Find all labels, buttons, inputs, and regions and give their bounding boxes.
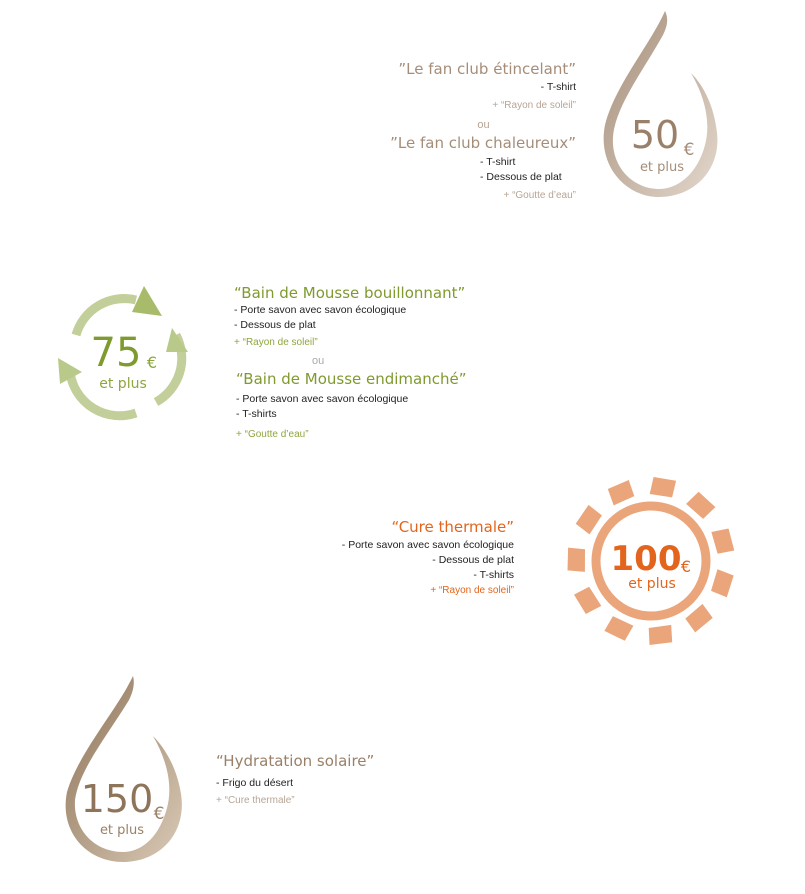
- pack-item: - Dessous de plat: [432, 554, 514, 566]
- sun-ray: [650, 477, 676, 497]
- badge-currency: €: [683, 140, 695, 160]
- sun-ray: [711, 569, 734, 597]
- badge-amount: 50: [630, 113, 680, 157]
- badge-amount: 75: [90, 330, 142, 376]
- sun-ray: [649, 625, 673, 645]
- pack-item: - Frigo du désert: [216, 777, 294, 789]
- sun-ray: [604, 616, 633, 641]
- separator-ou: ou: [312, 355, 325, 367]
- badge-suffix: et plus: [628, 576, 676, 592]
- pack-title: ”Le fan club étincelant”: [398, 60, 576, 78]
- pack-bonus: + “Rayon de soleil”: [430, 585, 514, 596]
- pack-title: “Hydratation solaire”: [216, 752, 375, 770]
- pack-item: - Porte savon avec savon écologique: [236, 393, 409, 405]
- sun-ray: [686, 492, 715, 519]
- pack-item: - Dessous de plat: [480, 171, 562, 183]
- arrow-head: [132, 286, 162, 316]
- pack-item: - T-shirt: [540, 81, 576, 93]
- drop-badge-50: [595, 5, 725, 205]
- pack-title: “Cure thermale”: [391, 518, 514, 536]
- tier-150-text: [216, 752, 476, 808]
- tier-100-text: [254, 518, 514, 598]
- pack-item: - Dessous de plat: [234, 319, 316, 331]
- sun-ray: [574, 587, 601, 614]
- badge-suffix: et plus: [639, 160, 685, 175]
- drop-badge-150: [55, 670, 195, 870]
- sun-ray: [608, 480, 635, 505]
- pack-item: - Porte savon avec savon écologique: [341, 539, 514, 551]
- recycle-badge-75: [48, 280, 198, 430]
- sun-ray: [576, 505, 602, 535]
- pack-bonus: + “Rayon de soleil”: [492, 100, 576, 111]
- sun-ray: [685, 604, 712, 633]
- pack-item: - T-shirts: [473, 569, 514, 581]
- tier-75-text: [234, 284, 494, 442]
- pack-item: - T-shirts: [236, 408, 277, 420]
- pack-item: - Porte savon avec savon écologique: [234, 304, 407, 316]
- pack-title: ”Le fan club chaleureux”: [390, 134, 576, 152]
- badge-currency: €: [153, 804, 165, 824]
- pack-bonus: + “Cure thermale”: [216, 795, 295, 806]
- badge-suffix: et plus: [99, 376, 147, 392]
- badge-currency: €: [680, 557, 692, 576]
- badge-amount: 150: [80, 777, 154, 821]
- badge-suffix: et plus: [99, 823, 145, 838]
- pack-bonus: + “Goutte d’eau”: [236, 429, 309, 440]
- pack-item: - T-shirt: [480, 156, 516, 168]
- sun-ray: [711, 529, 734, 554]
- tier-50-text: [316, 60, 576, 203]
- separator-ou: ou: [477, 119, 490, 131]
- pack-bonus: + “Rayon de soleil”: [234, 337, 318, 348]
- sun-ray: [568, 548, 586, 572]
- badge-currency: €: [146, 353, 158, 372]
- pack-title: “Bain de Mousse bouillonnant”: [234, 284, 466, 302]
- pack-title: “Bain de Mousse endimanché”: [236, 370, 467, 388]
- arrow-head: [166, 328, 188, 352]
- sun-badge-100: [566, 476, 736, 646]
- pack-bonus: + “Goutte d’eau”: [503, 190, 576, 201]
- badge-amount: 100: [610, 539, 682, 579]
